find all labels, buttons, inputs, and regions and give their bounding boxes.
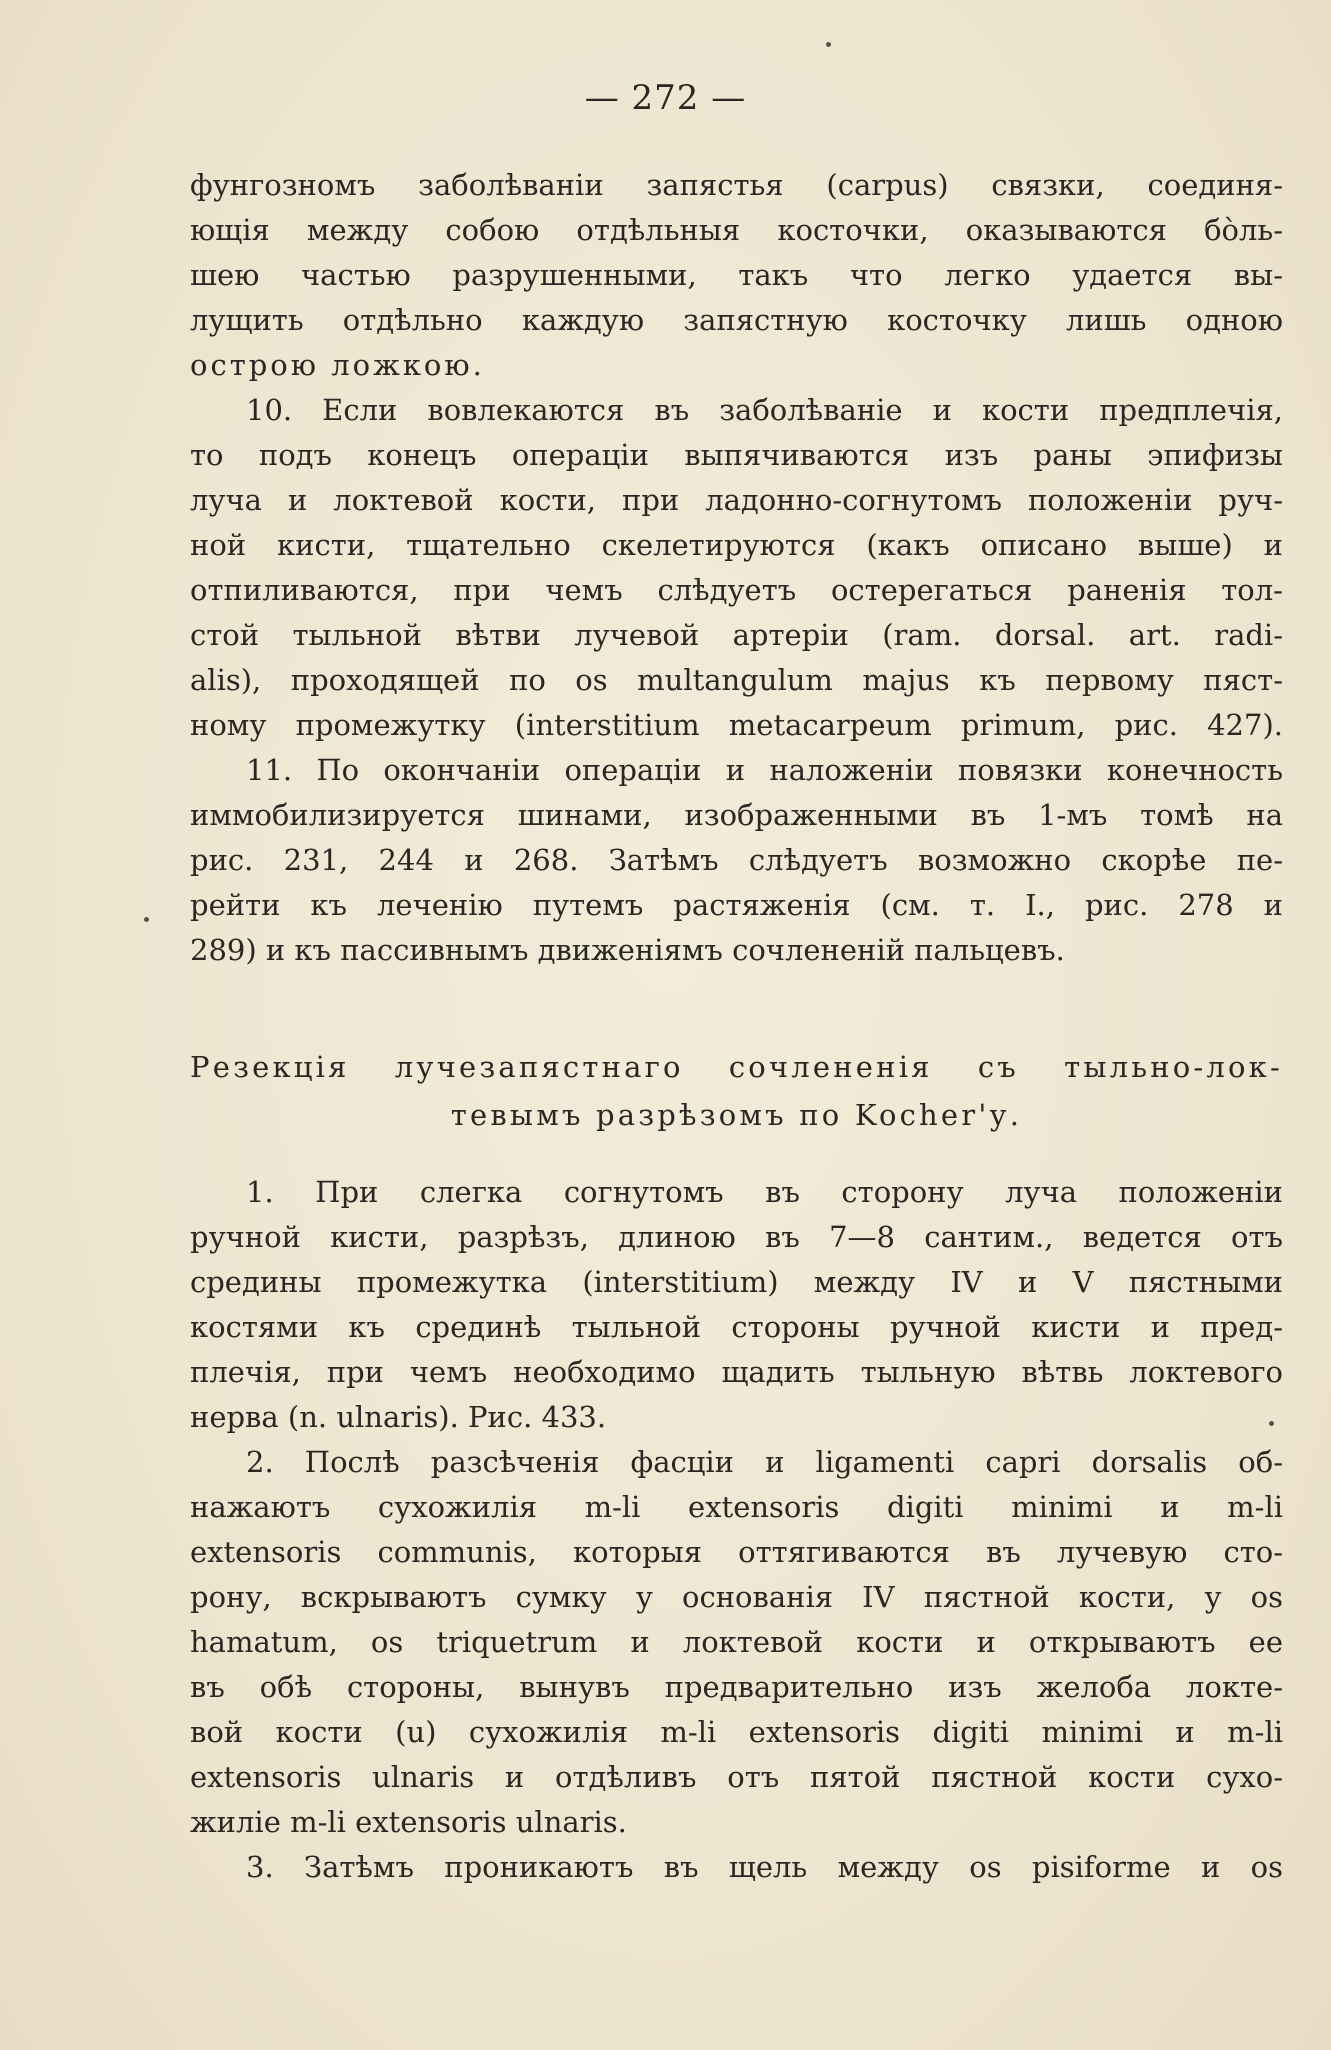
text-line: луча и локтевой кости, при ладонно-согнутомъ положеніи руч- — [190, 483, 1283, 517]
text-line: рис. 231, 244 и 268. Затѣмъ слѣдуетъ возможно скорѣе пе- — [190, 843, 1283, 877]
text-line: нажаютъ сухожилія m-li extensoris digiti minimi и m-li — [190, 1490, 1283, 1524]
text-line: въ обѣ стороны, вынувъ предварительно изъ желоба локте- — [190, 1670, 1283, 1704]
text-line: шею частью разрушенными, такъ что легко удается вы- — [190, 258, 1283, 292]
section-heading — [190, 1043, 1283, 1139]
paragraph-1-start: 1. При слегка согнутомъ въ сторону луча положеніи — [246, 1175, 1283, 1209]
text-line: extensoris ulnaris и отдѣливъ отъ пятой пястной кости сухо- — [190, 1760, 1283, 1794]
text-line: лущить отдѣльно каждую запястную косточку лишь одною — [190, 303, 1283, 337]
text-line: alis), проходящей по os multangulum majus къ первому пяст- — [190, 663, 1283, 697]
paragraph-3-start: 3. Затѣмъ проникаютъ въ щель между os pisiforme и os — [246, 1850, 1283, 1884]
text-line: рону, вскрываютъ сумку у основанія IV пястной кости, у os — [190, 1580, 1283, 1614]
section-heading-line-2: тевымъ разрѣзомъ по Kocher'у. — [450, 1098, 1023, 1132]
text-line: ному промежутку (interstitium metacarpeum primum, рис. 427). — [190, 708, 1283, 742]
text-line: иммобилизируется шинами, изображенными въ 1-мъ томѣ на — [190, 798, 1283, 832]
text-line: отпиливаются, при чемъ слѣдуетъ остерегаться раненія тол- — [190, 573, 1283, 607]
text-line: фунгозномъ заболѣваніи запястья (carpus) связки, соединя- — [190, 168, 1283, 202]
text-line: ющія между собою отдѣльныя косточки, оказываются бо̀ль- — [190, 213, 1283, 247]
text-line: то подъ конецъ операціи выпячиваются изъ раны эпифизы — [190, 438, 1283, 472]
print-speck — [1269, 1421, 1274, 1426]
text-line: острою ложкою. — [190, 348, 485, 382]
paragraph-11-start: 11. По окончаніи операціи и наложеніи повязки конечность — [246, 753, 1283, 787]
text-block-top — [190, 163, 1283, 973]
text-line: средины промежутка (interstitium) между IV и V пястными — [190, 1265, 1283, 1299]
section-heading-line-1: Резекція лучезапястнаго сочлененія съ тыльно-лок- — [190, 1050, 1283, 1084]
text-block-bottom — [190, 1170, 1283, 1890]
text-line: 289) и къ пассивнымъ движеніямъ сочлененій пальцевъ. — [190, 933, 1065, 967]
text-line: нерва (n. ulnaris). Рис. 433. — [190, 1400, 607, 1434]
text-line: hamatum, os triquetrum и локтевой кости и открываютъ ее — [190, 1625, 1283, 1659]
text-line: жиліе m-li extensoris ulnaris. — [190, 1805, 627, 1839]
text-line: плечія, при чемъ необходимо щадить тыльную вѣтвь локтевого — [190, 1355, 1283, 1389]
text-line: костями къ срединѣ тыльной стороны ручной кисти и пред- — [190, 1310, 1283, 1344]
paragraph-10-start: 10. Если вовлекаются въ заболѣваніе и кости предплечія, — [246, 393, 1283, 427]
text-line: рейти къ леченію путемъ растяженія (см. т. I., рис. 278 и — [190, 888, 1283, 922]
print-speck — [144, 917, 149, 922]
text-line: стой тыльной вѣтви лучевой артеріи (ram. dorsal. art. radi- — [190, 618, 1283, 652]
text-line: extensoris communis, которыя оттягиваются въ лучевую сто- — [190, 1535, 1283, 1569]
paragraph-2-start: 2. Послѣ разсѣченія фасціи и ligamenti capri dorsalis об- — [246, 1445, 1283, 1479]
text-line: ручной кисти, разрѣзъ, длиною въ 7—8 сантим., ведется отъ — [190, 1220, 1283, 1254]
print-speck — [826, 42, 831, 47]
page-number: — 272 — — [584, 78, 747, 118]
text-line: вой кости (u) сухожилія m-li extensoris digiti minimi и m-li — [190, 1715, 1283, 1749]
text-line: ной кисти, тщательно скелетируются (какъ описано выше) и — [190, 528, 1283, 562]
